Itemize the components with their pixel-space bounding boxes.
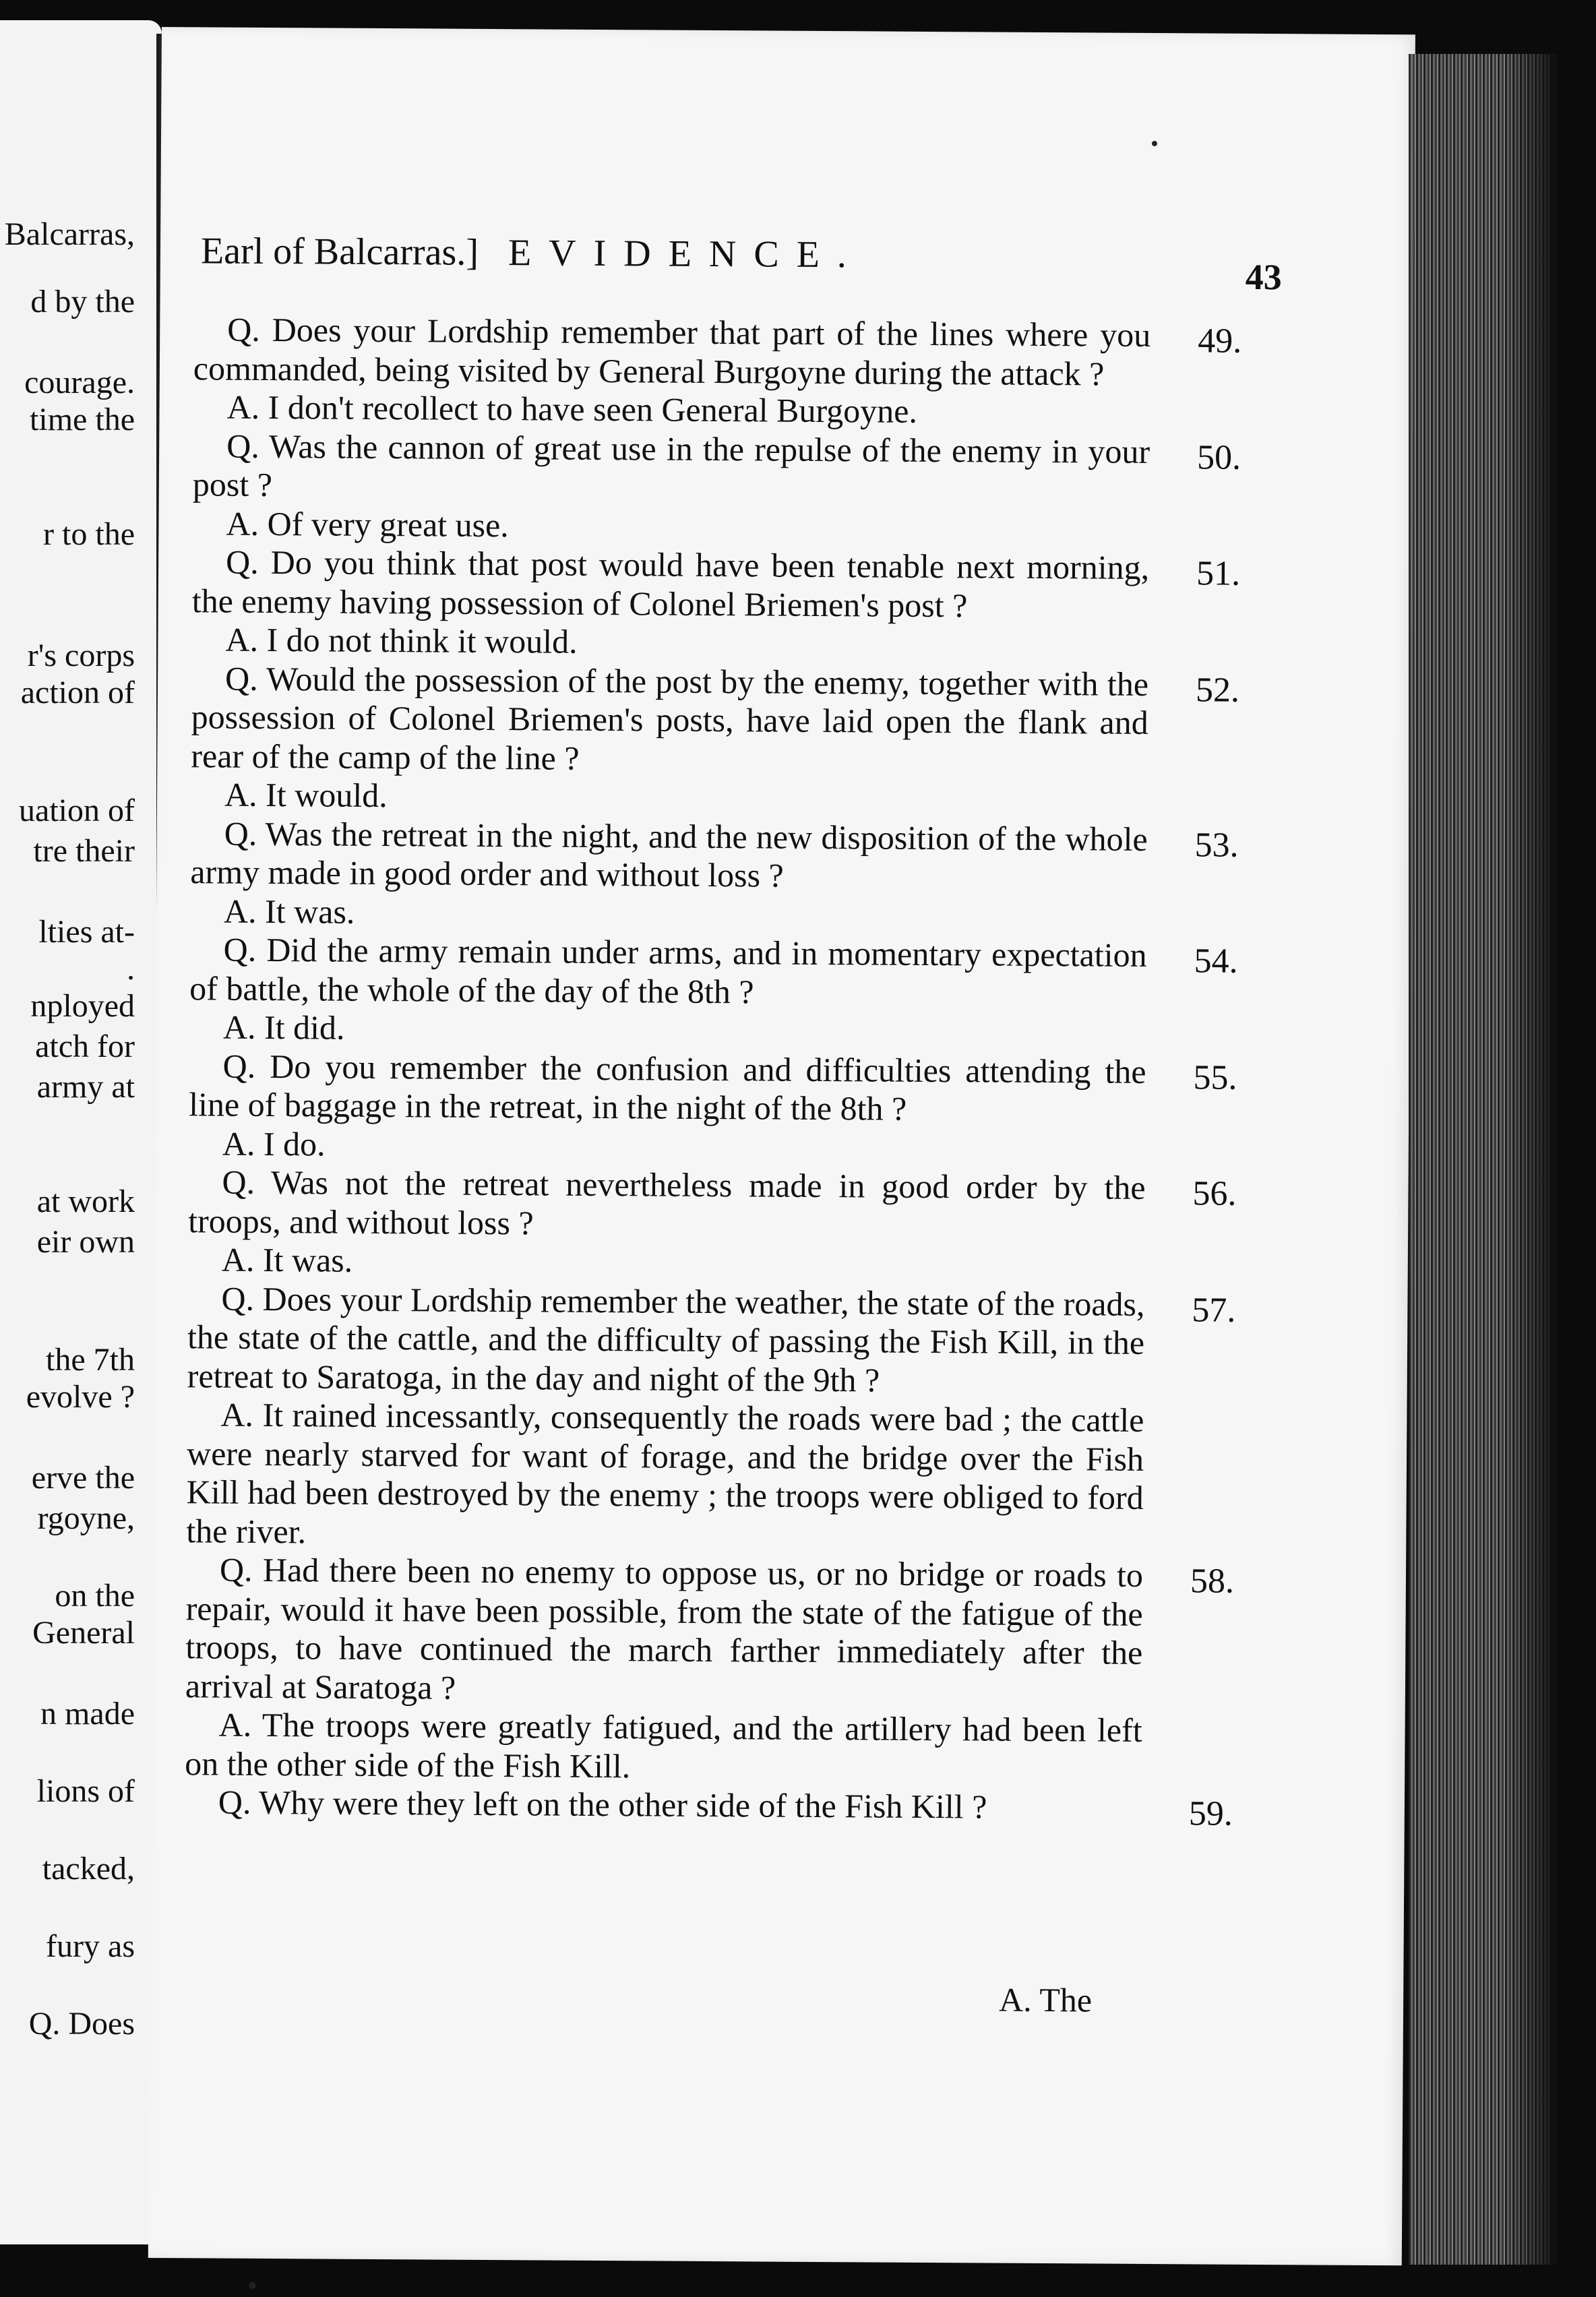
question-paragraph bbox=[187, 1279, 1236, 1401]
left-page-line: army at bbox=[36, 1069, 135, 1105]
paragraph-text: Q. Did the army remain under arms, and in momentary expectation of battle, the whole of the day of the 8th ? bbox=[189, 930, 1147, 1010]
ink-speck bbox=[249, 2282, 256, 2289]
catchword: A. The bbox=[998, 1980, 1093, 2019]
left-page-line: the 7th bbox=[46, 1342, 135, 1378]
paragraph-text: Q. Would the possession of the post by the enemy, together with the possession of Colonel Briemen's posts, have laid open the flank and rear of the camp of the line ? bbox=[191, 659, 1149, 777]
question-paragraph bbox=[189, 930, 1238, 1014]
question-number: 53. bbox=[1194, 825, 1239, 865]
left-page-line: General bbox=[32, 1615, 135, 1651]
paragraph-text: A. Of very great use. bbox=[226, 504, 509, 544]
question-paragraph bbox=[191, 543, 1241, 626]
question-number: 50. bbox=[1196, 437, 1241, 477]
question-paragraph bbox=[185, 1550, 1235, 1711]
answer-paragraph bbox=[185, 1705, 1142, 1789]
question-paragraph bbox=[191, 659, 1240, 781]
left-page-line: n made bbox=[40, 1696, 135, 1732]
paragraph-text: Q. Does your Lordship remember the weather, the state of the roads, the state of the cattle, and the difficulty of passing the Fish Kill, in the retreat to Saratoga, in the day and night of the 9th ? bbox=[187, 1279, 1145, 1399]
answer-paragraph bbox=[191, 775, 1148, 820]
question-number: 52. bbox=[1195, 670, 1240, 710]
left-page-line: uation of bbox=[19, 793, 135, 828]
paragraph-text: A. The troops were greatly fatigued, and the artillery had been left on the other side of the Fish Kill. bbox=[185, 1705, 1142, 1785]
left-page-line: r's corps bbox=[27, 638, 135, 673]
question-paragraph bbox=[185, 1783, 1233, 1833]
left-page-line: at work bbox=[36, 1184, 135, 1219]
ink-speck bbox=[1152, 141, 1157, 146]
left-page-line: evolve ? bbox=[26, 1379, 135, 1415]
left-page-line: Balcarras, bbox=[4, 216, 135, 252]
left-page-line: nployed bbox=[30, 988, 135, 1024]
answer-paragraph bbox=[190, 892, 1147, 936]
paragraph-text: Q. Was not the retreat nevertheless made in good order by the troops, and without loss ? bbox=[188, 1163, 1146, 1242]
question-number: 51. bbox=[1196, 554, 1241, 593]
question-number: 55. bbox=[1193, 1058, 1237, 1097]
question-number: 59. bbox=[1188, 1794, 1233, 1833]
answer-paragraph bbox=[193, 388, 1150, 432]
left-page-line: r to the bbox=[43, 516, 135, 552]
left-page-line: d by the bbox=[30, 284, 135, 319]
left-page-line: fury as bbox=[46, 1928, 135, 1964]
left-page-line: tacked, bbox=[42, 1851, 135, 1887]
paragraph-text: A. I don't recollect to have seen General Burgoyne. bbox=[226, 388, 918, 430]
left-page-line: on the bbox=[55, 1578, 135, 1614]
left-page-line: time the bbox=[30, 402, 135, 437]
question-number: 54. bbox=[1194, 942, 1238, 981]
left-page-line: tre their bbox=[33, 833, 135, 869]
paragraph-text: A. It rained incessantly, consequently the roads were bad ; the cattle were nearly starved for want of forage, and the bridge over the Fish Kill had been destroyed by the enemy ; the troops were obliged to ford the river. bbox=[186, 1395, 1144, 1550]
question-number: 56. bbox=[1192, 1174, 1237, 1213]
question-paragraph bbox=[193, 310, 1242, 394]
left-page-line: action of bbox=[20, 675, 135, 710]
left-page-line: Q. Does bbox=[28, 2006, 135, 2042]
paragraph-text: Q. Do you think that post would have been tenable next morning, the enemy having possession of Colonel Briemen's post ? bbox=[191, 543, 1150, 624]
paragraph-text: A. It would. bbox=[224, 775, 388, 815]
running-head: Earl of Balcarras.] bbox=[200, 230, 479, 274]
question-number: 58. bbox=[1190, 1562, 1235, 1601]
paragraph-text: A. It was. bbox=[223, 892, 355, 931]
left-page-line: . bbox=[127, 951, 135, 987]
paragraph-text: A. It did. bbox=[222, 1008, 345, 1047]
testimony-text bbox=[185, 310, 1242, 1833]
question-paragraph bbox=[188, 1163, 1237, 1246]
paragraph-text: Q. Do you remember the confusion and difficulties attending the line of baggage in the retreat, in the night of the 8th ? bbox=[189, 1047, 1146, 1128]
paragraph-text: A. It was. bbox=[221, 1240, 353, 1279]
answer-paragraph bbox=[191, 620, 1148, 665]
question-paragraph bbox=[192, 427, 1241, 510]
page-edge-shadow bbox=[1503, 54, 1557, 2265]
question-number: 57. bbox=[1192, 1290, 1236, 1330]
left-page-line: courage. bbox=[24, 365, 135, 400]
paragraph-text: Q. Does your Lordship remember that part of the lines where you commanded, being visited by General Burgoyne during the attack ? bbox=[193, 310, 1151, 393]
answer-paragraph bbox=[188, 1240, 1145, 1285]
paragraph-text: Q. Was the retreat in the night, and the new disposition of the whole army made in good order and without loss ? bbox=[190, 814, 1148, 894]
right-page bbox=[148, 27, 1415, 2265]
answer-paragraph bbox=[189, 1124, 1146, 1169]
left-page-line: lties at- bbox=[38, 914, 135, 950]
question-number: 49. bbox=[1198, 321, 1242, 361]
paragraph-text: A. I do not think it would. bbox=[225, 620, 578, 661]
left-page-line: rgoyne, bbox=[37, 1500, 135, 1536]
answer-paragraph bbox=[192, 504, 1149, 549]
answer-paragraph bbox=[186, 1395, 1144, 1556]
left-page-line: atch for bbox=[35, 1029, 135, 1064]
paragraph-text: Q. Had there been no enemy to oppose us, or no bridge or roads to repair, would it have been possible, from the state of the fatigue of the troops, to have continued the march farther immediately after the arrival at Saratoga ? bbox=[185, 1550, 1144, 1707]
answer-paragraph bbox=[189, 1008, 1146, 1052]
question-paragraph bbox=[190, 814, 1239, 898]
page-header bbox=[201, 229, 864, 276]
page-number: 43 bbox=[1245, 256, 1282, 298]
question-paragraph bbox=[189, 1047, 1237, 1130]
left-page-fragment bbox=[0, 20, 162, 2244]
page-title: EVIDENCE. bbox=[508, 232, 865, 276]
left-page-line: eir own bbox=[36, 1224, 135, 1260]
paragraph-text: Q. Was the cannon of great use in the repulse of the enemy in your post ? bbox=[192, 427, 1150, 504]
paragraph-text: A. I do. bbox=[222, 1124, 326, 1163]
left-page-line: lions of bbox=[36, 1773, 135, 1809]
left-page-line: erve the bbox=[31, 1460, 135, 1496]
paragraph-text: Q. Why were they left on the other side of the Fish Kill ? bbox=[218, 1783, 987, 1826]
